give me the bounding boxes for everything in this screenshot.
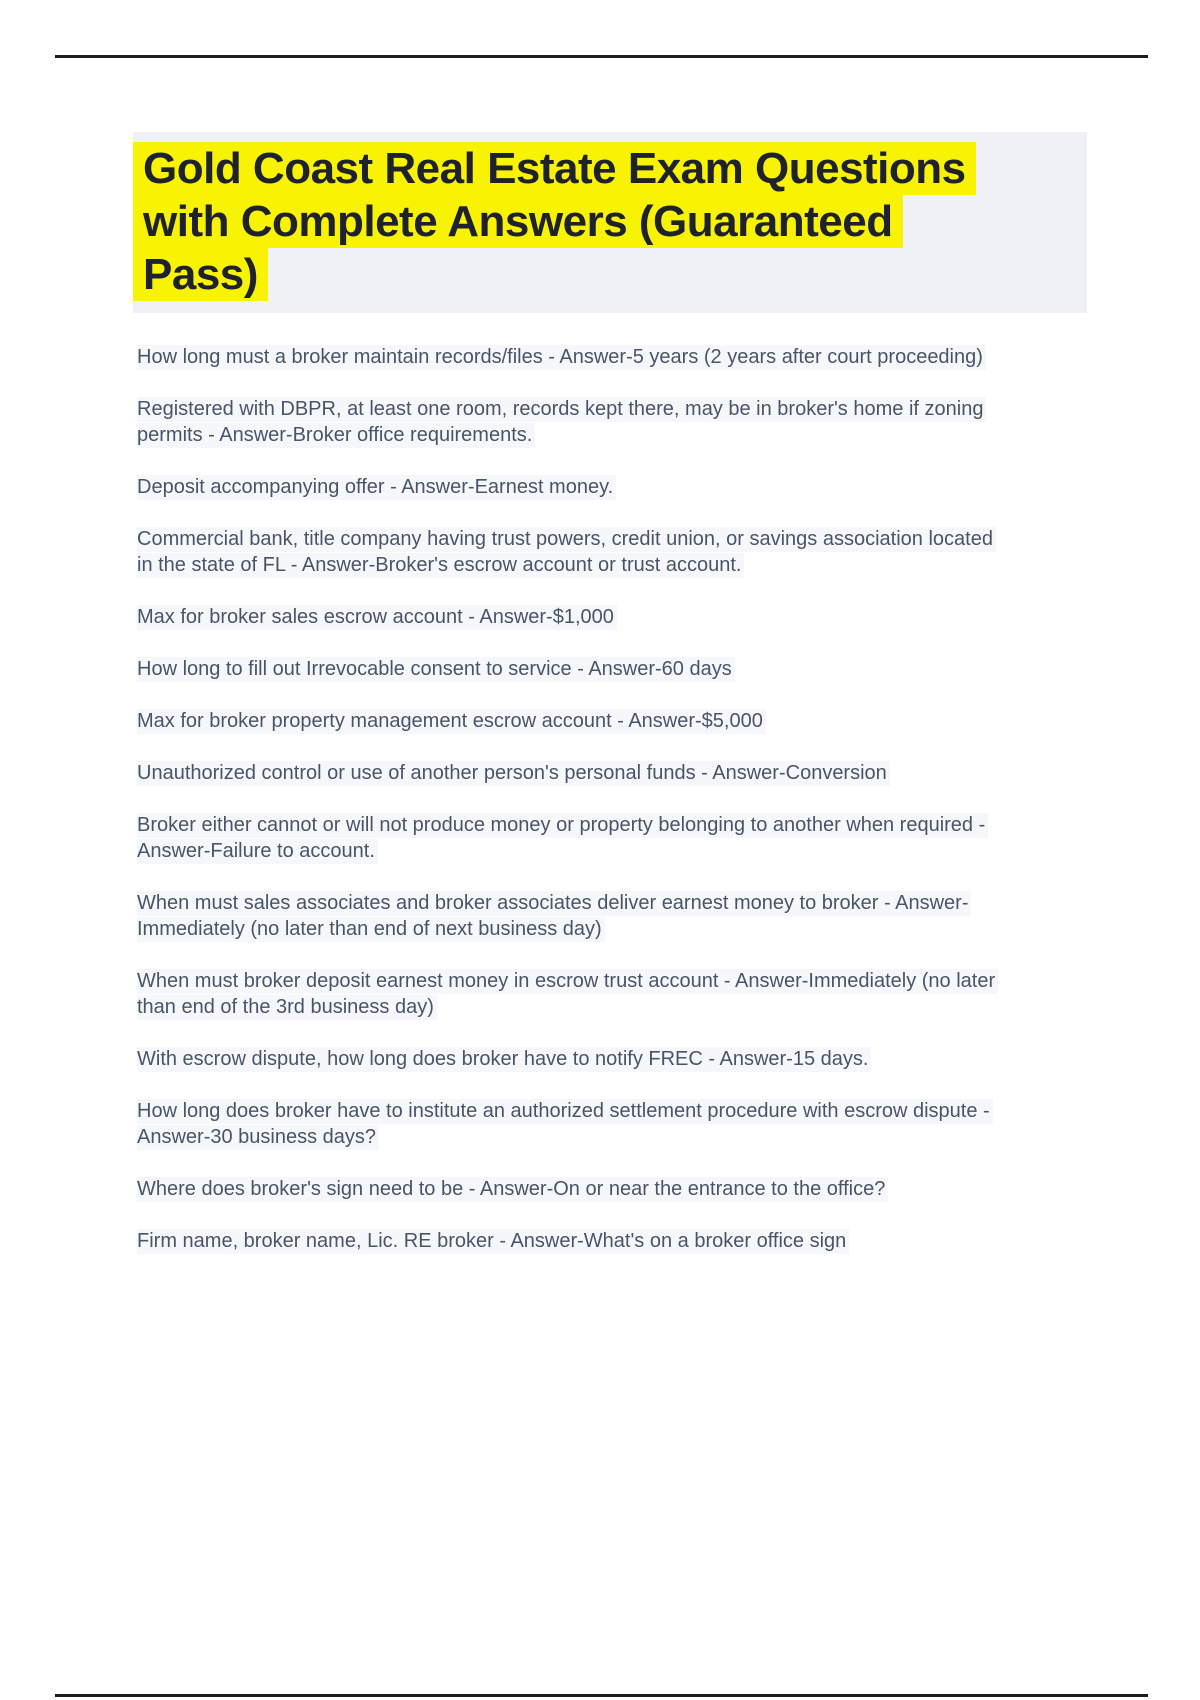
qa-paragraph bbox=[137, 890, 1002, 942]
qa-text: How long must a broker maintain records/files - Answer-5 years (2 years after court proceeding) bbox=[137, 345, 986, 370]
qa-paragraph bbox=[137, 1176, 1002, 1202]
bottom-rule bbox=[55, 1694, 1148, 1697]
page-title-line-2 bbox=[133, 195, 1087, 248]
qa-text: Where does broker's sign need to be - Answer-On or near the entrance to the office? bbox=[137, 1177, 888, 1202]
qa-paragraph bbox=[137, 968, 1002, 1020]
qa-paragraph bbox=[137, 604, 1002, 630]
page-title-line-1 bbox=[133, 142, 1087, 195]
page-title-highlight: with Complete Answers (Guaranteed bbox=[133, 195, 903, 248]
qa-paragraph bbox=[137, 474, 1002, 500]
page-title-highlight: Pass) bbox=[133, 248, 268, 301]
qa-paragraph bbox=[137, 760, 1002, 786]
qa-text: How long does broker have to institute an authorized settlement procedure with escrow dispute - Answer-30 business days? bbox=[137, 1099, 993, 1150]
qa-text: Commercial bank, title company having trust powers, credit union, or savings association located in the state of FL - Answer-Broker's escrow account or trust account. bbox=[137, 527, 996, 578]
qa-paragraph bbox=[137, 344, 1002, 370]
title-block bbox=[133, 132, 1087, 313]
qa-paragraph bbox=[137, 708, 1002, 734]
qa-paragraph bbox=[137, 812, 1002, 864]
qa-text: Deposit accompanying offer - Answer-Earnest money. bbox=[137, 475, 616, 500]
qa-paragraph bbox=[137, 1228, 1002, 1254]
page-title-highlight: Gold Coast Real Estate Exam Questions bbox=[133, 142, 976, 195]
qa-text: Firm name, broker name, Lic. RE broker - Answer-What's on a broker office sign bbox=[137, 1229, 849, 1254]
qa-paragraph bbox=[137, 656, 1002, 682]
qa-paragraph bbox=[137, 1046, 1002, 1072]
page-title-line-3 bbox=[133, 248, 1087, 301]
qa-text: Registered with DBPR, at least one room, records kept there, may be in broker's home if zoning permits - Answer-Broker office requirements. bbox=[137, 397, 986, 448]
qa-paragraph bbox=[137, 1098, 1002, 1150]
qa-paragraph bbox=[137, 526, 1002, 578]
qa-paragraph bbox=[137, 396, 1002, 448]
qa-text: Max for broker sales escrow account - Answer-$1,000 bbox=[137, 605, 617, 630]
qa-text: Broker either cannot or will not produce money or property belonging to another when required - Answer-Failure to account. bbox=[137, 813, 988, 864]
qa-text: How long to fill out Irrevocable consent to service - Answer-60 days bbox=[137, 657, 735, 682]
qa-text: Max for broker property management escrow account - Answer-$5,000 bbox=[137, 709, 766, 734]
qa-text: When must sales associates and broker associates deliver earnest money to broker - Answer-Immediately (no later than end of next business day) bbox=[137, 891, 971, 942]
qa-text: Unauthorized control or use of another person's personal funds - Answer-Conversion bbox=[137, 761, 890, 786]
qa-text: When must broker deposit earnest money in escrow trust account - Answer-Immediately (no later than end of the 3rd business day) bbox=[137, 969, 998, 1020]
qa-text: With escrow dispute, how long does broker have to notify FREC - Answer-15 days. bbox=[137, 1047, 871, 1072]
qa-list bbox=[137, 344, 1002, 1280]
top-rule bbox=[55, 55, 1148, 58]
